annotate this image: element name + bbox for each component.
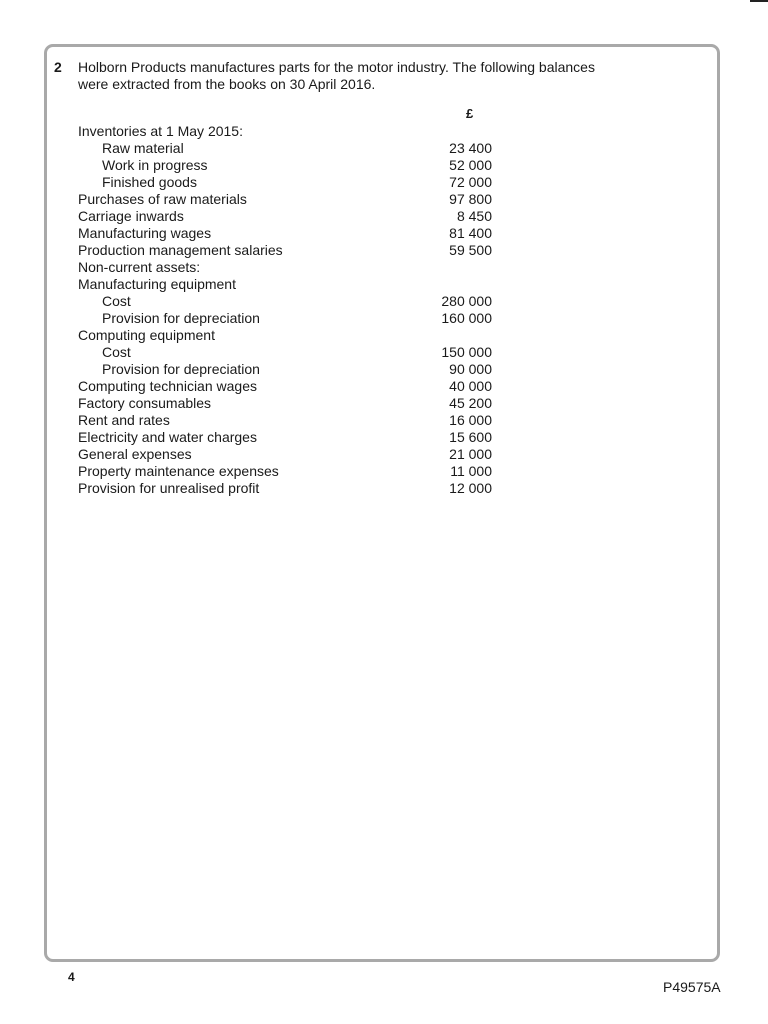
balance-amount: 52 000 xyxy=(449,157,492,173)
intro-line-2: were extracted from the books on 30 April 2016. xyxy=(78,76,376,92)
balance-row xyxy=(78,276,492,293)
balance-label: Manufacturing wages xyxy=(78,225,212,241)
balance-amount: 23 400 xyxy=(449,140,492,156)
balance-row xyxy=(78,480,492,497)
balance-label: Provision for depreciation xyxy=(102,361,260,377)
balance-row xyxy=(78,225,492,242)
balance-row xyxy=(78,208,492,225)
balances-list xyxy=(78,123,492,497)
question-intro xyxy=(78,59,678,93)
balance-row xyxy=(78,191,492,208)
corner-crop-mark xyxy=(750,0,768,2)
balance-amount: 8 450 xyxy=(456,208,492,224)
balance-row xyxy=(78,344,492,361)
balance-row xyxy=(78,463,492,480)
balance-label: Electricity and water charges xyxy=(78,429,257,445)
balance-amount: 15 600 xyxy=(449,429,492,445)
balance-amount: 280 000 xyxy=(441,293,492,309)
balance-amount: 90 000 xyxy=(449,361,492,377)
balance-label: Inventories at 1 May 2015: xyxy=(78,123,243,139)
balance-amount: 72 000 xyxy=(449,174,492,190)
balance-label: Factory consumables xyxy=(78,395,212,411)
balance-label: General expenses xyxy=(78,446,192,462)
balance-label: Provision for unrealised profit xyxy=(78,480,260,496)
balance-label: Carriage inwards xyxy=(78,208,184,224)
balance-amount: 150 000 xyxy=(441,344,492,360)
intro-line-1: Holborn Products manufactures parts for the motor industry. The following balances xyxy=(78,59,595,75)
balance-label: Computing equipment xyxy=(78,327,215,343)
balance-amount: 160 000 xyxy=(441,310,492,326)
balance-label: Rent and rates xyxy=(78,412,170,428)
balance-amount: 11 000 xyxy=(450,463,492,479)
balance-label: Cost xyxy=(102,344,131,360)
balance-row xyxy=(78,327,492,344)
balance-row xyxy=(78,140,492,157)
balance-amount: 81 400 xyxy=(449,225,492,241)
balance-row xyxy=(78,174,492,191)
balance-row xyxy=(78,259,492,276)
paper-code: P49575A xyxy=(663,979,721,995)
balance-row xyxy=(78,361,492,378)
balance-label: Computing technician wages xyxy=(78,378,257,394)
balance-amount: 12 000 xyxy=(449,480,492,496)
balance-row xyxy=(78,395,492,412)
balance-label: Raw material xyxy=(102,140,184,156)
balance-row xyxy=(78,412,492,429)
balance-amount: 40 000 xyxy=(449,378,492,394)
balance-row xyxy=(78,310,492,327)
balance-row xyxy=(78,378,492,395)
balance-row xyxy=(78,242,492,259)
balance-label: Finished goods xyxy=(102,174,197,190)
balance-amount: 45 200 xyxy=(449,395,492,411)
balance-label: Cost xyxy=(102,293,131,309)
balance-label: Manufacturing equipment xyxy=(78,276,236,292)
balance-label: Property maintenance expenses xyxy=(78,463,279,479)
balance-amount: 59 500 xyxy=(449,242,492,258)
page-number: 4 xyxy=(68,970,75,984)
balance-amount: 16 000 xyxy=(449,412,492,428)
balance-label: Purchases of raw materials xyxy=(78,191,247,207)
balance-row xyxy=(78,293,492,310)
currency-header: £ xyxy=(466,106,474,121)
question-number: 2 xyxy=(54,59,62,75)
balance-label: Production management salaries xyxy=(78,242,283,258)
balance-row xyxy=(78,446,492,463)
balance-label: Non-current assets: xyxy=(78,259,201,275)
balance-row xyxy=(78,429,492,446)
balance-amount: 21 000 xyxy=(449,446,492,462)
balance-amount: 97 800 xyxy=(449,191,492,207)
balance-label: Provision for depreciation xyxy=(102,310,260,326)
balance-label: Work in progress xyxy=(102,157,208,173)
balance-row xyxy=(78,157,492,174)
balance-row xyxy=(78,123,492,140)
